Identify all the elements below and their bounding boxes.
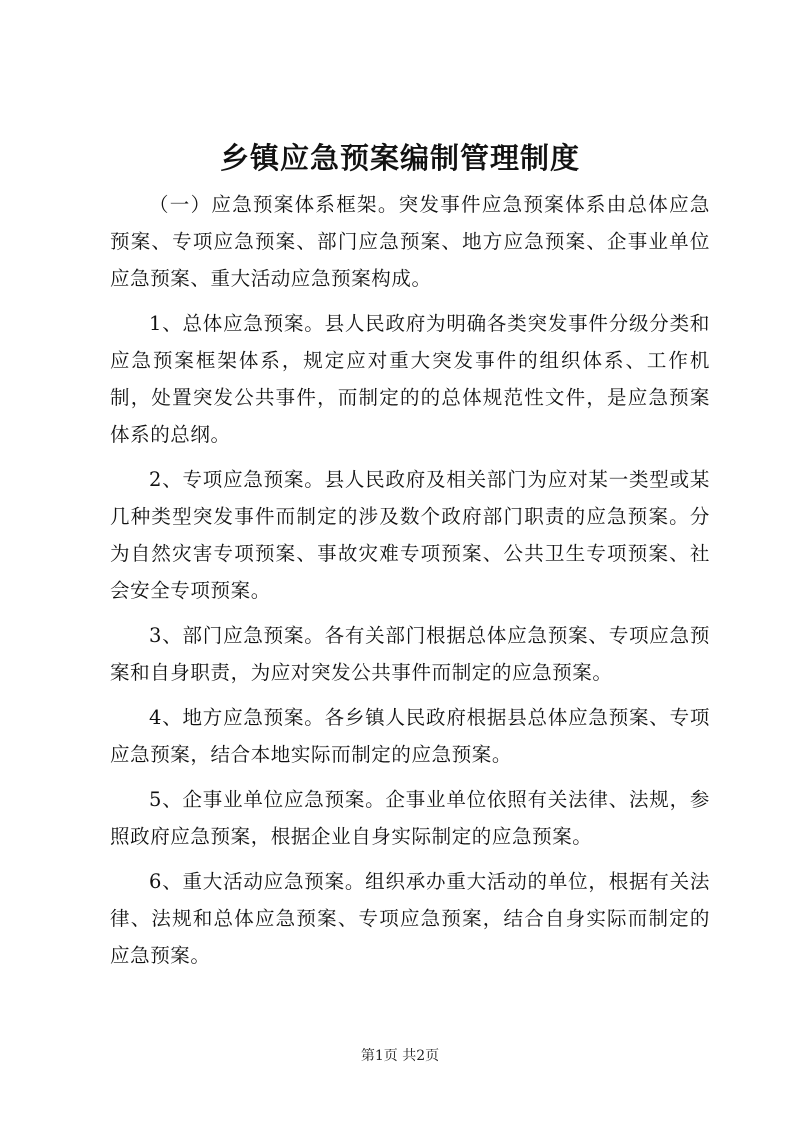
document-title: 乡镇应急预案编制管理制度 <box>219 141 580 175</box>
document-body <box>110 186 710 982</box>
paragraph-special-plan: 2、专项应急预案。县人民政府及相关部门为应对某一类型或某几种类型突发事件而制定的涉及数个政府部门职责的应急预案。分为自然灾害专项预案、事故灾难专项预案、公共卫生专项预案、社会安全专项预案。 <box>110 468 710 602</box>
paragraph-enterprise-plan: 5、企事业单位应急预案。企事业单位依照有关法律、法规，参照政府应急预案，根据企业自身实际制定的应急预案。 <box>110 788 710 848</box>
paragraph-department-plan: 3、部门应急预案。各有关部门根据总体应急预案、专项应急预案和自身职责，为应对突发公共事件而制定的应急预案。 <box>110 624 710 684</box>
paragraph-major-event-plan: 6、重大活动应急预案。组织承办重大活动的单位，根据有关法律、法规和总体应急预案、专项应急预案，结合自身实际而制定的应急预案。 <box>110 870 710 967</box>
page-footer: 第1页 共2页 <box>360 1048 440 1064</box>
paragraph-framework: （一）应急预案体系框架。突发事件应急预案体系由总体应急预案、专项应急预案、部门应急预案、地方应急预案、企事业单位应急预案、重大活动应急预案构成。 <box>110 193 710 290</box>
paragraph-overall-plan: 1、总体应急预案。县人民政府为明确各类突发事件分级分类和应急预案框架体系，规定应对重大突发事件的组织体系、工作机制，处置突发公共事件，而制定的的总体规范性文件，是应急预案体系的总纲。 <box>110 312 710 446</box>
paragraph-local-plan: 4、地方应急预案。各乡镇人民政府根据县总体应急预案、专项应急预案，结合本地实际而制定的应急预案。 <box>110 706 710 766</box>
